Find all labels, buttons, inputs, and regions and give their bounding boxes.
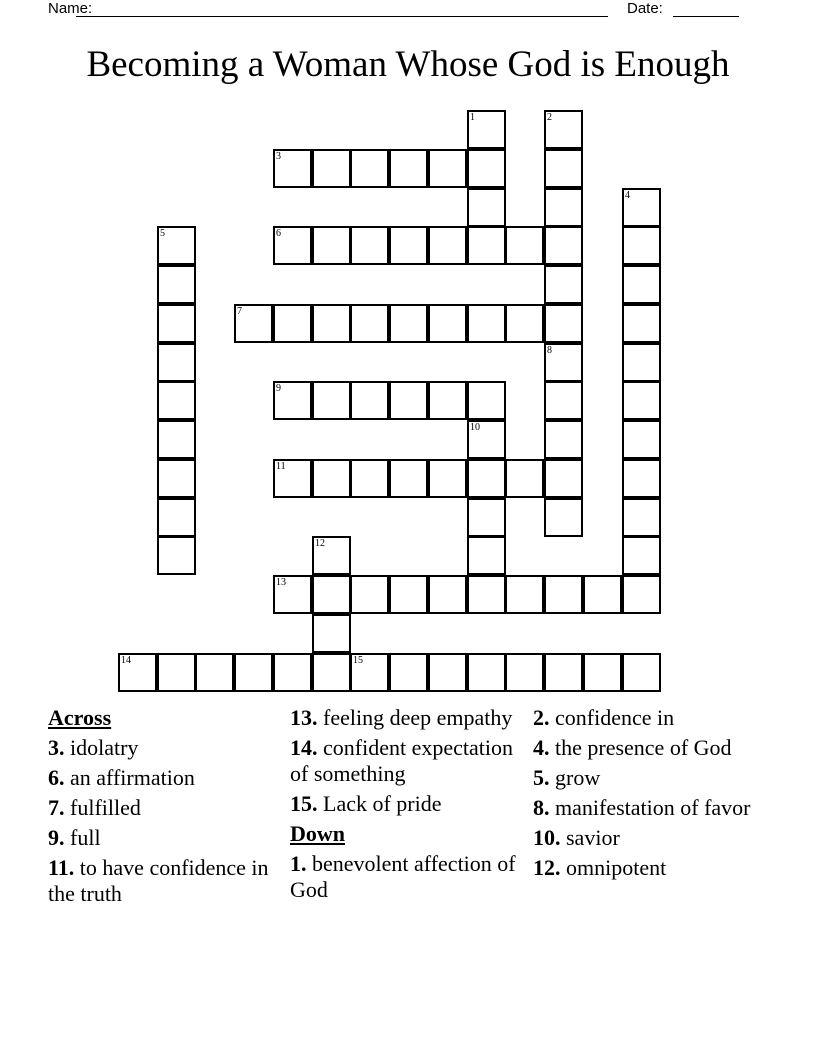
crossword-cell[interactable] [467,498,506,537]
crossword-cell[interactable] [428,459,467,498]
crossword-cell[interactable] [544,653,583,692]
crossword-cell[interactable] [544,381,583,420]
crossword-cell[interactable] [428,653,467,692]
crossword-cell[interactable] [273,459,312,498]
clue-down-1: 1. benevolent affection of God [290,851,516,902]
cell-number: 4 [625,190,630,201]
crossword-cell[interactable] [467,149,506,188]
crossword-cell[interactable] [467,381,506,420]
crossword-cell[interactable] [389,304,428,343]
crossword-cell[interactable] [157,653,196,692]
cell-number: 12 [315,538,325,549]
crossword-cell[interactable] [273,653,312,692]
crossword-cell[interactable] [505,226,544,265]
page-title: Becoming a Woman Whose God is Enough [86,44,730,85]
crossword-cell[interactable] [622,498,661,537]
crossword-cell[interactable] [428,575,467,614]
clue-down-8: 8. manifestation of favor [533,795,751,820]
clue-across-7: 7. fulfilled [48,795,141,820]
cell-number: 1 [470,112,475,123]
cell-number: 15 [353,655,363,666]
crossword-cell[interactable] [467,420,506,459]
crossword-cell[interactable] [505,459,544,498]
down-heading: Down [290,821,346,846]
crossword-cell[interactable] [622,653,661,692]
crossword-cell[interactable] [544,575,583,614]
crossword-cell[interactable] [622,343,661,382]
crossword-cell[interactable] [544,226,583,265]
crossword-cell[interactable] [622,381,661,420]
crossword-cell[interactable] [157,343,196,382]
crossword-cell[interactable] [622,420,661,459]
cell-number: 5 [160,228,165,239]
crossword-cell[interactable] [234,653,273,692]
crossword-cell[interactable] [544,343,583,382]
clue-across-6: 6. an affirmation [48,765,195,790]
crossword-cell[interactable] [389,226,428,265]
crossword-cell[interactable] [273,304,312,343]
crossword-cell[interactable] [312,614,351,653]
crossword-cell[interactable] [312,149,351,188]
crossword-cell[interactable] [312,536,351,575]
crossword-cell[interactable] [544,304,583,343]
clues-section [0,705,816,1005]
cell-number: 2 [547,112,552,123]
clue-down-2: 2. confidence in [533,705,675,730]
crossword-cell[interactable] [428,381,467,420]
crossword-cell[interactable] [389,381,428,420]
cell-number: 11 [276,461,286,472]
date-label: Date: [627,0,663,17]
crossword-cell[interactable] [157,226,196,265]
clue-across-14: 14. confident expectation of something [290,735,513,786]
crossword-cell[interactable] [544,459,583,498]
crossword-cell[interactable] [273,226,312,265]
cell-number: 13 [276,577,286,588]
crossword-cell[interactable] [467,536,506,575]
crossword-cell[interactable] [544,420,583,459]
crossword-cell[interactable] [273,381,312,420]
crossword-cell[interactable] [622,265,661,304]
crossword-cell[interactable] [350,653,389,692]
crossword-cell[interactable] [157,459,196,498]
crossword-cell[interactable] [505,304,544,343]
crossword-cell[interactable] [622,304,661,343]
crossword-cell[interactable] [157,420,196,459]
crossword-cell[interactable] [428,149,467,188]
clue-across-9: 9. full [48,825,101,850]
crossword-cell[interactable] [157,304,196,343]
crossword-cell[interactable] [157,265,196,304]
crossword-cell[interactable] [428,304,467,343]
crossword-cell[interactable] [273,575,312,614]
crossword-cell[interactable] [157,381,196,420]
crossword-cell[interactable] [622,575,661,614]
crossword-cell[interactable] [622,188,661,227]
clue-across-13: 13. feeling deep empathy [290,705,513,730]
crossword-cell[interactable] [467,110,506,149]
clues-column-3 [533,705,773,885]
crossword-cell[interactable] [195,653,234,692]
clues-column-2 [290,705,520,907]
cell-number: 7 [237,306,242,317]
crossword-cell[interactable] [350,459,389,498]
crossword-cell[interactable] [467,575,506,614]
clue-down-12: 12. omnipotent [533,855,667,880]
cell-number: 10 [470,422,480,433]
crossword-cell[interactable] [389,575,428,614]
crossword-cell[interactable] [273,149,312,188]
crossword-cell[interactable] [467,188,506,227]
crossword-cell[interactable] [467,653,506,692]
clue-down-10: 10. savior [533,825,620,850]
crossword-cell[interactable] [312,381,351,420]
crossword-cell[interactable] [467,304,506,343]
crossword-cell[interactable] [544,149,583,188]
crossword-cell[interactable] [389,149,428,188]
clue-across-3: 3. idolatry [48,735,139,760]
crossword-cell[interactable] [350,304,389,343]
crossword-cell[interactable] [505,653,544,692]
crossword-cell[interactable] [350,575,389,614]
crossword-cell[interactable] [312,226,351,265]
clue-across-11: 11. to have confidence in the truth [48,855,269,906]
crossword-cell[interactable] [312,304,351,343]
crossword-cell[interactable] [583,575,622,614]
crossword-cell[interactable] [312,575,351,614]
crossword-cell[interactable] [312,653,351,692]
name-label: Name: [48,0,93,17]
crossword-cell[interactable] [118,653,157,692]
clue-down-5: 5. grow [533,765,601,790]
cell-number: 6 [276,228,281,239]
crossword-cell[interactable] [544,188,583,227]
crossword-cell[interactable] [544,110,583,149]
crossword-cell[interactable] [157,498,196,537]
crossword-cell[interactable] [505,575,544,614]
crossword-cell[interactable] [467,459,506,498]
crossword-cell[interactable] [622,459,661,498]
cell-number: 9 [276,383,281,394]
clue-across-15: 15. Lack of pride [290,791,442,816]
crossword-cell[interactable] [622,536,661,575]
across-heading: Across [48,705,112,730]
crossword-cell[interactable] [389,459,428,498]
crossword-cell[interactable] [583,653,622,692]
crossword-cell[interactable] [467,226,506,265]
crossword-cell[interactable] [234,304,273,343]
crossword-cell[interactable] [350,149,389,188]
crossword-cell[interactable] [350,226,389,265]
cell-number: 14 [121,655,131,666]
crossword-cell[interactable] [428,226,467,265]
crossword-cell[interactable] [622,226,661,265]
clues-column-1 [48,705,278,911]
cell-number: 8 [547,345,552,356]
crossword-cell[interactable] [350,381,389,420]
crossword-cell[interactable] [312,459,351,498]
crossword-cell[interactable] [544,265,583,304]
crossword-cell[interactable] [157,536,196,575]
crossword-cell[interactable] [389,653,428,692]
crossword-cell[interactable] [544,498,583,537]
clue-down-4: 4. the presence of God [533,735,732,760]
cell-number: 3 [276,151,281,162]
